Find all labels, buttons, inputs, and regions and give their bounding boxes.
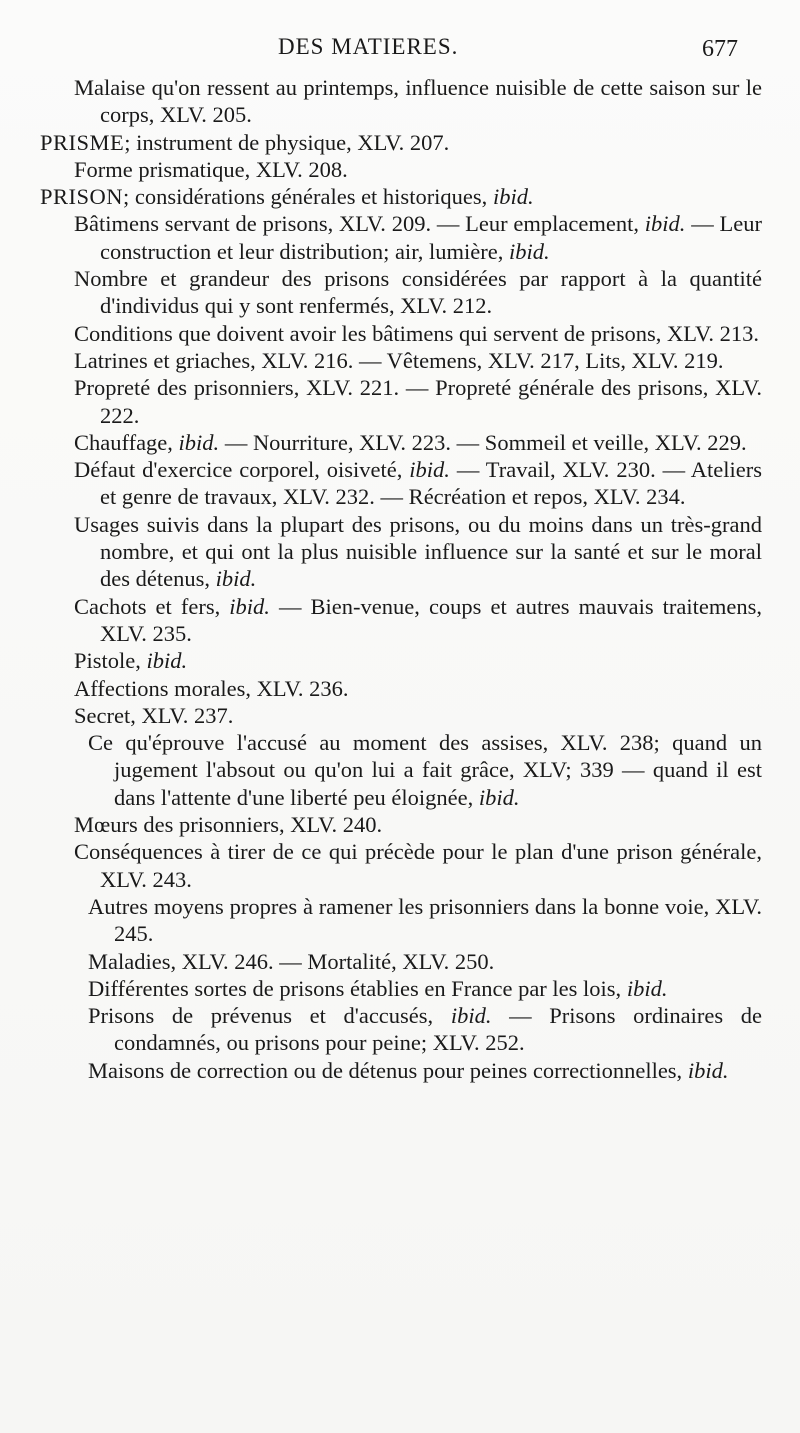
entry-prison	[40, 183, 762, 210]
entry-text: Chauffage,	[74, 429, 179, 455]
entry-moeurs	[40, 811, 762, 838]
entry-text: — Travail, XLV. 230. — Ateliers et genre de travaux, XLV. 232. — Récréation et repos, XLV. 234.	[100, 457, 762, 510]
entry-text: Latrines et griaches, XLV. 216. — Vêtemens, XLV. 217, Lits, XLV. 219.	[74, 347, 724, 373]
entry-secret	[40, 702, 762, 729]
entry-heading: PRISON	[40, 184, 124, 210]
entry-text: Différentes sortes de prisons établies en France par les lois,	[88, 975, 627, 1001]
entry-autres-moyens	[40, 893, 762, 948]
entry-latrines	[40, 347, 762, 374]
entry-text: Usages suivis dans la plupart des prisons, ou du moins dans un très-grand nombre, et qui ont la plus nuisible influence sur la santé et sur le moral des détenus,	[74, 511, 762, 592]
entry-text: Autres moyens propres à ramener les prisonniers dans la bonne voie, XLV. 245.	[88, 893, 762, 947]
entry-ibid: ibid.	[215, 566, 257, 592]
entry-text: Bâtimens servant de prisons, XLV. 209. — Leur emplacement,	[74, 211, 645, 237]
page-number: 677	[702, 36, 738, 62]
entry-defaut-exercice	[40, 456, 762, 511]
entry-malaise	[40, 74, 762, 129]
entry-text: — Leur construction et leur distribution; air, lumière,	[100, 211, 762, 264]
entry-ibid: ibid.	[146, 648, 188, 674]
entry-text: — Prisons ordinaires de condamnés, ou prisons pour peine; XLV. 252.	[114, 1003, 762, 1056]
entry-ibid: ibid.	[509, 238, 550, 264]
entry-maisons-correction	[40, 1057, 762, 1084]
entry-forme-prismatique	[40, 156, 762, 183]
entry-text: Nombre et grandeur des prisons considérées par rapport à la quantité d'individus qui y sont renfermés, XLV. 212.	[74, 266, 762, 319]
entry-text: Ce qu'éprouve l'accusé au moment des assises, XLV. 238; quand un jugement l'absout ou qu'on lui a fait grâce, XLV; 339 — quand il est dans l'attente d'une liberté peu éloignée,	[88, 730, 762, 810]
entry-text: Cachots et fers,	[74, 593, 230, 619]
entry-pistole	[40, 647, 762, 674]
entry-text: Secret, XLV. 237.	[74, 702, 234, 728]
entry-heading: PRISME	[40, 129, 125, 155]
entry-ibid: ibid.	[178, 429, 220, 455]
entry-text: Malaise qu'on ressent au printemps, influence nuisible de cette saison sur le corps, XLV. 205.	[74, 75, 762, 128]
entry-consequences	[40, 838, 762, 893]
entry-text: Propreté des prisonniers, XLV. 221. — Propreté générale des prisons, XLV. 222.	[74, 375, 762, 428]
entry-ibid: ibid.	[478, 784, 520, 810]
entry-text: Mœurs des prisonniers, XLV. 240.	[74, 812, 383, 838]
entry-text: Affections morales, XLV. 236.	[74, 675, 349, 701]
entry-affections	[40, 675, 762, 702]
entry-ibid: ibid.	[450, 1003, 492, 1029]
entry-prisme	[40, 129, 762, 156]
entry-prisons-prevenus	[40, 1002, 762, 1057]
entry-text: — Bien-venue, coups et autres mauvais traitemens, XLV. 235.	[100, 593, 762, 646]
entry-text: Conditions que doivent avoir les bâtimens qui servent de prisons, XLV. 213.	[74, 320, 759, 346]
entry-batimens	[40, 210, 762, 265]
entry-ce-qu-eprouve	[40, 729, 762, 811]
running-head: DES MATIERES.	[278, 34, 459, 59]
entry-text: ; instrument de physique, XLV. 207.	[124, 129, 450, 155]
entry-text: Prisons de prévenus et d'accusés,	[88, 1003, 451, 1029]
entry-text: ; considérations générales et historiques,	[123, 184, 493, 210]
entry-text: Forme prismatique, XLV. 208.	[74, 156, 348, 182]
entry-text: Conséquences à tirer de ce qui précède pour le plan d'une prison générale, XLV. 243.	[74, 839, 762, 892]
entry-ibid: ibid.	[687, 1057, 729, 1083]
index-entries	[40, 74, 762, 1084]
entry-text: — Nourriture, XLV. 223. — Sommeil et veille, XLV. 229.	[219, 429, 747, 455]
page-header	[0, 34, 800, 68]
entry-maladies	[40, 948, 762, 975]
entry-proprete	[40, 374, 762, 429]
entry-text: Maladies, XLV. 246. — Mortalité, XLV. 250.	[88, 948, 495, 974]
entry-text: Pistole,	[74, 648, 147, 674]
entry-usages	[40, 511, 762, 593]
entry-ibid: ibid.	[229, 593, 270, 619]
entry-text: Maisons de correction ou de détenus pour peines correctionnelles,	[88, 1057, 688, 1083]
entry-text: Défaut d'exercice corporel, oisiveté,	[74, 457, 410, 483]
entry-ibid: ibid.	[644, 211, 686, 237]
entry-ibid: ibid.	[409, 457, 450, 483]
entry-differentes-sortes	[40, 975, 762, 1002]
entry-cachots	[40, 593, 762, 648]
entry-conditions	[40, 320, 762, 347]
entry-ibid: ibid.	[492, 184, 534, 210]
entry-nombre	[40, 265, 762, 320]
entry-ibid: ibid.	[626, 975, 668, 1001]
entry-chauffage	[40, 429, 762, 456]
